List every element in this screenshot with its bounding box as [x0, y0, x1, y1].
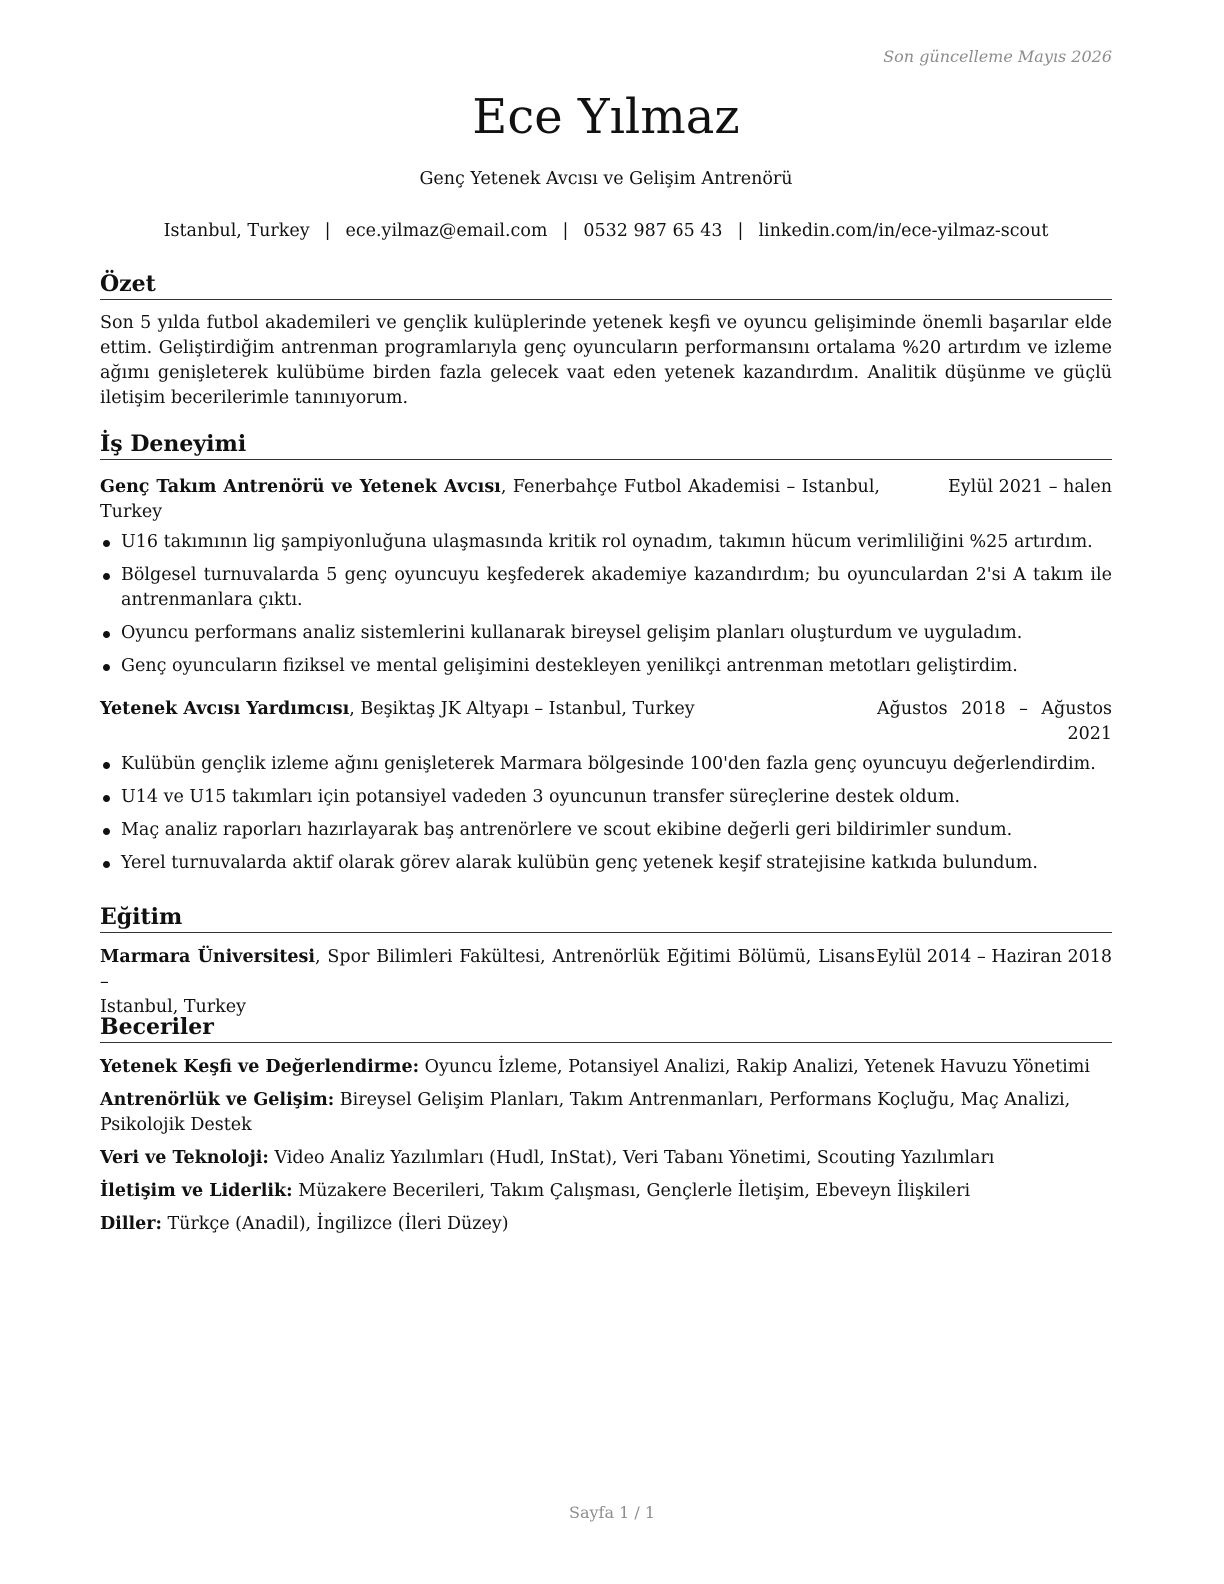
contact-linkedin[interactable]: linkedin.com/in/ece-yilmaz-scout	[758, 221, 1049, 241]
skill-label: İletişim ve Liderlik:	[100, 1181, 293, 1201]
resume-page	[100, 0, 1112, 1584]
job-bullets	[100, 752, 1112, 876]
job-organization: , Fenerbahçe Futbol Akademisi – Istanbul, Turkey	[100, 477, 880, 522]
experience-title: İş Deneyimi	[100, 430, 1112, 460]
skill-row	[100, 1055, 1112, 1080]
education-entry	[100, 945, 1112, 1020]
job-role: Genç Takım Antrenörü ve Yetenek Avcısı	[100, 477, 501, 497]
job-bullet: U14 ve U15 takımları için potansiyel vadeden 3 oyuncunun transfer süreçlerine destek oldum.	[100, 785, 1112, 810]
job-bullet: U16 takımının lig şampiyonluğuna ulaşmasında kritik rol oynadım, takımın hücum verimliliğini %25 artırdım.	[100, 530, 1112, 555]
skill-label: Antrenörlük ve Gelişim:	[100, 1090, 335, 1110]
skill-label: Yetenek Keşfi ve Değerlendirme:	[100, 1057, 420, 1077]
page-number: Sayfa 1 / 1	[568, 1503, 655, 1522]
headline: Genç Yetenek Avcısı ve Gelişim Antrenörü	[419, 169, 793, 189]
contact-line	[100, 219, 1112, 244]
job-bullet: Kulübün gençlik izleme ağını genişleterek Marmara bölgesinde 100'den fazla genç oyuncuyu değerlendirdim.	[100, 752, 1112, 777]
contact-separator: |	[737, 221, 744, 241]
education-section	[100, 903, 1112, 1020]
skill-value: Türkçe (Anadil), İngilizce (İleri Düzey)	[161, 1214, 509, 1234]
candidate-name: Ece Yılmaz	[472, 89, 740, 145]
job-dates: Eylül 2021 – halen	[947, 477, 1112, 497]
job-header	[100, 475, 1112, 525]
job-dates: Ağustos 2018 – Ağustos 2021	[877, 699, 1112, 744]
experience-section	[100, 430, 1112, 884]
skill-value: Video Analiz Yazılımları (Hudl, InStat), Veri Tabanı Yönetimi, Scouting Yazılımları	[268, 1148, 995, 1168]
contact-location: Istanbul, Turkey	[163, 221, 310, 241]
skill-label: Diller:	[100, 1214, 162, 1234]
skill-row	[100, 1179, 1112, 1204]
skill-label: Veri ve Teknoloji:	[100, 1148, 269, 1168]
skill-value: Bireysel Gelişim Planları, Takım Antrenmanları, Performans Koçluğu, Maç Analizi, Psikolojik Destek	[100, 1090, 1071, 1135]
job-entry	[100, 697, 1112, 876]
job-bullet: Oyuncu performans analiz sistemlerini kullanarak bireysel gelişim planları oluşturdum ve uyguladım.	[100, 621, 1112, 646]
contact-separator: |	[562, 221, 569, 241]
skills-section	[100, 1013, 1112, 1237]
skill-row	[100, 1212, 1112, 1237]
contact-email[interactable]: ece.yilmaz@email.com	[345, 221, 548, 241]
job-header	[100, 697, 1112, 744]
job-bullets	[100, 530, 1112, 679]
skill-value: Oyuncu İzleme, Potansiyel Analizi, Rakip Analizi, Yetenek Havuzu Yönetimi	[419, 1057, 1090, 1077]
job-role: Yetenek Avcısı Yardımcısı	[100, 699, 350, 719]
job-entry	[100, 475, 1112, 679]
summary-title: Özet	[100, 270, 1112, 300]
summary-section	[100, 270, 1112, 411]
job-bullet: Yerel turnuvalarda aktif olarak görev alarak kulübün genç yetenek keşif stratejisine katkıda bulundum.	[100, 851, 1112, 876]
skills-title: Beceriler	[100, 1013, 1112, 1043]
summary-text: Son 5 yılda futbol akademileri ve gençlik kulüplerinde yetenek keşfi ve oyuncu gelişiminde önemli başarılar elde ettim. Geliştirdiğim antrenman programlarıyla genç oyuncuların performansını ortalama %20 artırdım ve izleme ağımı genişleterek kulübüme birden fazla gelecek vaat eden yetenek kazandırdım. Analitik düşünme ve güçlü iletişim becerilerimle tanınıyorum.	[100, 313, 1112, 408]
contact-separator: |	[324, 221, 331, 241]
job-bullet: Genç oyuncuların fiziksel ve mental gelişimini destekleyen yenilikçi antrenman metotları geliştirdim.	[100, 654, 1112, 679]
education-details: , Spor Bilimleri Fakültesi, Antrenörlük Eğitimi Bölümü, Lisans –	[100, 947, 876, 992]
education-location: Istanbul, Turkey	[100, 997, 246, 1017]
skill-row	[100, 1088, 1112, 1138]
skill-value: Müzakere Becerileri, Takım Çalışması, Gençlerle İletişim, Ebeveyn İlişkileri	[292, 1181, 971, 1201]
education-school: Marmara Üniversitesi	[100, 947, 316, 967]
education-title: Eğitim	[100, 903, 1112, 933]
education-dates: Eylül 2014 – Haziran 2018	[876, 947, 1112, 967]
job-bullet: Maç analiz raporları hazırlayarak baş antrenörlere ve scout ekibine değerli geri bildirimler sundum.	[100, 818, 1112, 843]
job-organization: , Beşiktaş JK Altyapı – Istanbul, Turkey	[349, 699, 695, 719]
last-updated: Son güncelleme Mayıs 2026	[883, 47, 1112, 66]
job-bullet: Bölgesel turnuvalarda 5 genç oyuncuyu keşfederek akademiye kazandırdım; bu oyunculardan 2'si A takım ile antrenmanlara çıktı.	[100, 563, 1112, 613]
skill-row	[100, 1146, 1112, 1171]
contact-phone: 0532 987 65 43	[583, 221, 723, 241]
